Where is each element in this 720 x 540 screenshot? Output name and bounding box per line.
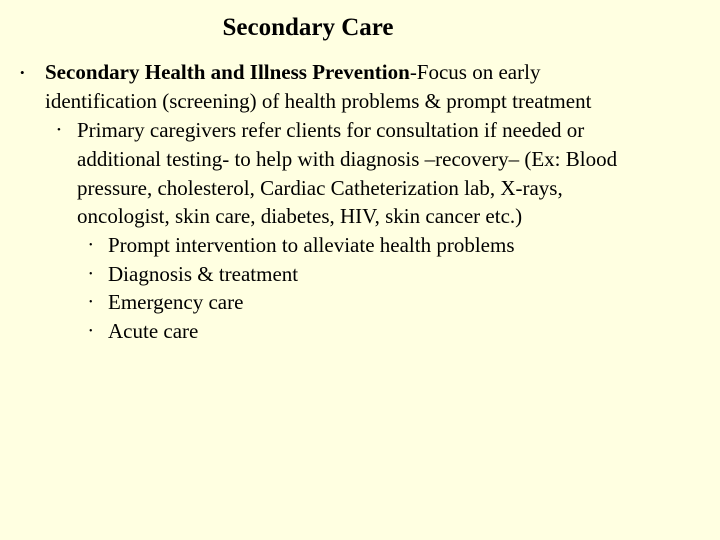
bullet-icon: • <box>89 297 93 308</box>
bullet-level1-line2: identification (screening) of health problems & prompt treatment <box>45 89 592 113</box>
bullet-icon: • <box>89 240 93 251</box>
bullet-icon: • <box>57 124 61 136</box>
bullet-icon: • <box>89 326 93 337</box>
bullet-icon: • <box>89 269 93 280</box>
list-item: Diagnosis & treatment <box>108 262 299 286</box>
slide-title: Secondary Care <box>222 14 394 41</box>
bullet-level2-line: additional testing- to help with diagnosis –recovery– (Ex: Blood <box>77 147 618 171</box>
bullet-icon: • <box>20 65 25 80</box>
bullet-level1-line1 <box>45 58 540 87</box>
bullet-level2-line: pressure, cholesterol, Cardiac Catheterization lab, X-rays, <box>77 176 563 200</box>
list-item: Acute care <box>108 319 199 343</box>
bullet-level2-line: oncologist, skin care, diabetes, HIV, skin cancer etc.) <box>77 204 523 228</box>
list-item: Emergency care <box>108 290 244 314</box>
bullet-level2-line: Primary caregivers refer clients for consultation if needed or <box>77 118 585 142</box>
bullet-text: -Focus on early <box>409 60 541 84</box>
list-item: Prompt intervention to alleviate health problems <box>108 233 515 257</box>
bullet-heading: Secondary Health and Illness Prevention <box>45 60 410 84</box>
